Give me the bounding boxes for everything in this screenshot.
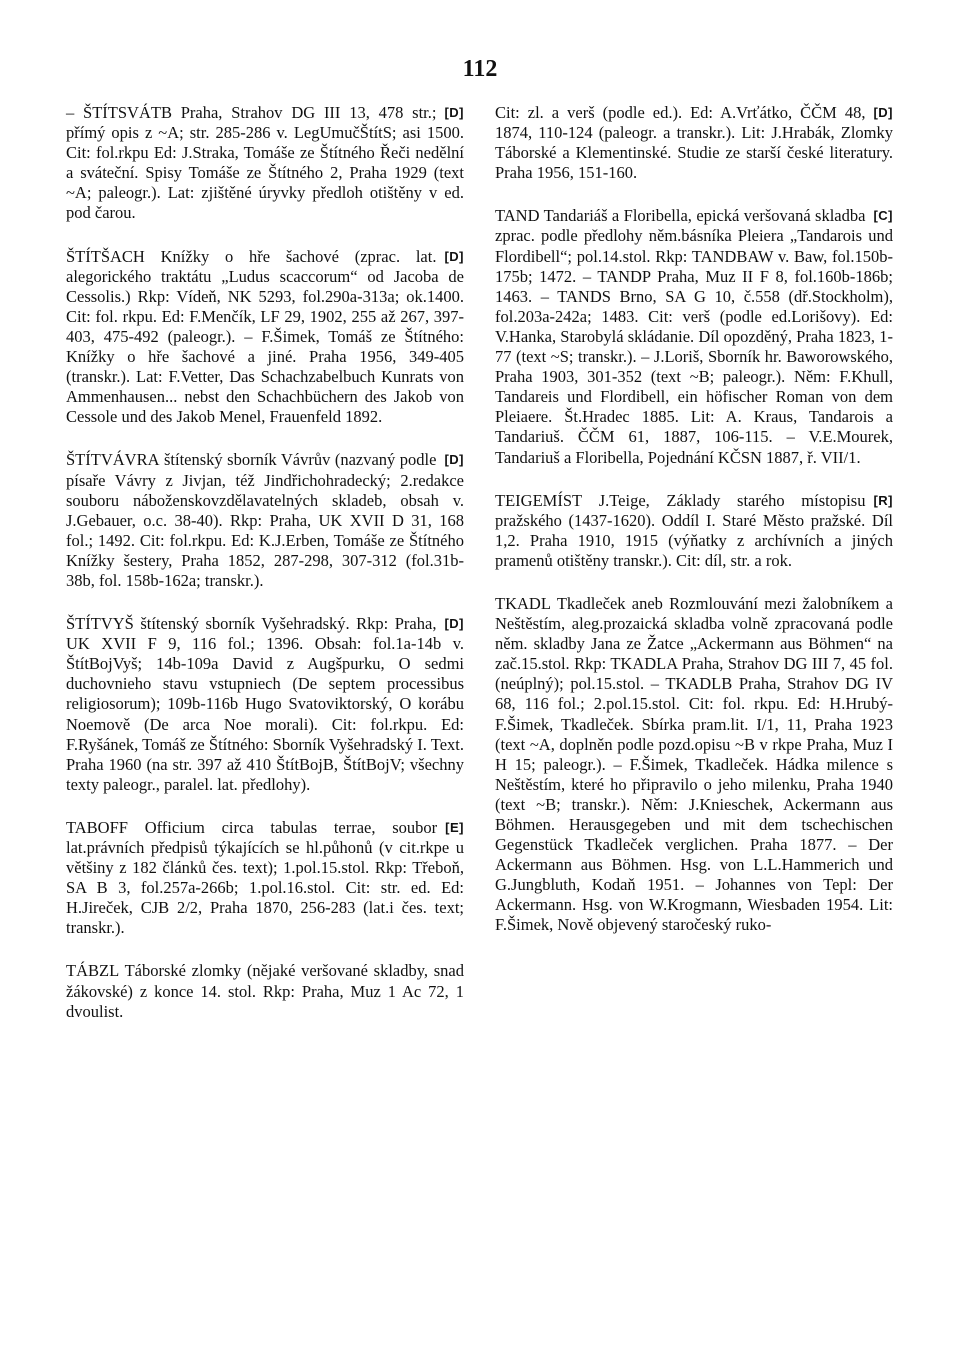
entry-tag: [D] — [444, 452, 464, 468]
entry-text: J.Teige, Základy starého místopisu pražského (1437-1620). Oddíl I. Staré Město pražské. Díl 1,2. Praha 1910, 1915 (výňatky z archívních a jiných pramenů otištěny transkr.). Cit: díl, str. a rok. — [495, 490, 893, 570]
entry-tag: [D] — [444, 616, 464, 632]
entry-code: TAND — [495, 206, 540, 226]
dictionary-entry — [495, 594, 893, 936]
entry-tag: [C] — [873, 208, 893, 224]
right-column — [495, 103, 893, 959]
entry-code: ŠTÍTVÁVRA — [66, 450, 160, 470]
entry-text: Tandariáš a Floribella, epická veršovaná skladba zprac. podle předlohy něm.básníka Pleiera „Tandarois und Flordibell“; pol.14.stol. Rkp: TANDBAW v. Baw, fol.150b-175b; 1472. – TANDP Praha, Muz II F 8, fol.160b-186b; 1463. – TANDS Brno, SA G 10, č.558 (dř.Stockholm), fol.203a-242a; 1483. Cit: verš (podle ed.Lorišovy). Ed: V.Hanka, Starobylá skládanie. Díl opozděný, Praha 1823, 1-77 (text ~S; transkr.). – J.Loriš, Sborník hr. Baworowského, Praha 1903, 301-352 (text ~B; paleogr.). Něm: F.Khull, Tandareis und Flordibell, ein höfischer Roman von dem Pleiaere. Št.Hradec 1885. Lit: A. Kraus, Tandarois a Tandariuš. ČČM 61, 1887, 106-115. – V.E.Mourek, Tandariuš a Floribella, Pojednání KČSN 1887, ř. VII/1. — [495, 206, 893, 467]
entry-code: TEIGEMÍST — [495, 490, 583, 510]
entry-text: Officium circa tabulas terrae, soubor lat.právních předpisů týkajících se hl.půhonů (v cit.rkpe u většiny z 182 článků čes. text); 1.pol.15.stol. Rkp: Třeboň, SA B 3, fol.257a-266b; 1.pol.16.stol. Cit: str. ed. Ed: H.Jireček, CJB 2/2, Praha 1870, 256-283 (lat.i čes. text; transkr.). — [66, 817, 464, 938]
entry-tag: [D] — [873, 105, 893, 120]
entry-tag: [R] — [873, 492, 893, 508]
entry-code: TKADL — [495, 593, 551, 613]
left-column — [66, 103, 464, 1045]
entry-text: štítenský sborník Vyšehradský. Rkp: Praha, UK XVII F 9, 116 fol.; 1396. Obsah: fol.1a-14b v. ŠtítBojVyš; 14b-109a David z Augšpurku, O sedmi duchovnieho stavu vstupniech (De septem processibus religiosorum); 109b-116b Hugo Svatoviktorský, O korábu Noemově (De arca Noe morali). Cit: fol.rkpu. Ed: F.Ryšánek, Tomáš ze Štítného: Sborník Vyšehradský I. Text. Praha 1960 (na str. 397 až 410 ŠtítBojB, ŠtítBojV; všechny texty paleogr., paralel. lat. předlohy). — [66, 614, 464, 794]
entry-text: Cit: zl. a verš (podle ed.). Ed: A.Vrťátko, ČČM 48, 1874, 110-124 (paleogr. a transkr.). Lit: J.Hrabák, Zlomky Táborské a Klementinské. Studie ze starší české literatury. Praha 1956, 151-160. — [495, 103, 893, 183]
entry-text: – ŠTÍTSVÁTB Praha, Strahov DG III 13, 478 str.; přímý opis z ~A; str. 285-286 v. LegUmučŠtítS; asi 1500. Cit: fol.rkpu Ed: J.Straka, Tomáše ze Štítného Řeči nedělní a sváteční. Spisy Tomáše ze Štítného 2, Praha 1929 (text ~A; paleogr.). Lat: zjištěné úryvky předloh otištěny v ed. pod čarou. — [66, 103, 464, 223]
entry-text: Knížky o hře šachové (zprac. lat. alegorického traktátu „Ludus scaccorum“ od Jacoba de Cessolis.) Rkp: Vídeň, NK 5293, fol.290a-313a; ok.1400. Cit: fol. rkpu. Ed: F.Menčík, LF 29, 1902, 255 až 267, 397-403, 475-492 (paleogr.). – F.Šimek, Tomáš ze Štítného: Knížky o hře šachové a jiné. Praha 1956, 349-405 (transkr.). Lat: F.Vetter, Das Schachzabelbuch Kunrats von Ammenhausen... nebst den Schachbüchern des Jakob von Cessole und des Jakob Menel, Frauenfeld 1892. — [66, 246, 464, 427]
dictionary-entry — [66, 818, 464, 939]
dictionary-entry — [66, 247, 464, 428]
entry-text: Tkadleček aneb Rozmlouvání mezi žalobníkem a Neštěstím, aleg.prozaická skladba volně zpracovaná podle něm. skladby Jana ze Žatce „Ackermann aus Böhmen“ na zač.15.stol. Rkp: TKADLA Praha, Strahov DG III 7, 45 fol. (neúplný); pol.15.stol. – TKADLB Praha, Strahov DG IV 68, 116 fol.; 2.pol.15.stol. Cit: fol. rkpu. Ed: H.Hrubý-F.Šimek, Tkadleček. Sbírka pram.lit. I/1, 11, Praha 1923 (text ~A, doplněn podle pozd.opisu ~B v rkpe Praha, Muz I H 15; paleogr.). – F.Šimek, Tkadleček. Hádka milence s Neštěstím, které ho připravilo o jeho milenku, Praha 1940 (text ~B; transkr.). Něm: J.Knieschek, Ackermann aus Böhmen. Herausgegeben und mit dem tschechischen Gegenstück Tkadleček verglichen. Praha 1877. – Der Ackermann aus Böhmen. Hsg. von L.L.Hammerich und G.Jungbluth, Kodaň 1951. – Johannes von Tepl: Der Ackermann. Hsg. von W.Krogmann, Wiesbaden 1954. Lit: F.Šimek, Nově objevený staročeský ruko- — [495, 593, 894, 935]
dictionary-entry — [495, 103, 893, 183]
entry-tag: [E] — [445, 819, 464, 835]
entry-text: Táborské zlomky (nějaké veršované skladby, snad žákovské) z konce 14. stol. Rkp: Praha, Muz 1 Ac 72, 1 dvoulist. — [66, 961, 465, 1021]
dictionary-entry — [66, 103, 464, 224]
entry-code: ŠTÍTVYŠ — [66, 614, 134, 634]
entry-code: TÁBZL — [66, 961, 120, 981]
entry-tag: [D] — [444, 248, 464, 264]
dictionary-entry — [66, 961, 464, 1021]
dictionary-entry — [66, 614, 464, 795]
dictionary-entry — [66, 450, 464, 591]
page-number: 112 — [462, 56, 498, 82]
entry-tag: [D] — [444, 105, 464, 120]
entry-code: TABOFF — [66, 817, 128, 837]
entry-text: štítenský sborník Vávrův (nazvaný podle písaře Vávry z Jivjan, též Jindřichohradecký; 2.redakce souboru náboženskovzdělavatelných skladeb, obsah v. J.Gebauer, o.c. 38-40). Rkp: Praha, UK XVII D 31, 168 fol.; 1492. Cit: fol.rkpu. Ed: K.J.Erben, Tomáše ze Štítného Knížky šestery, Praha 1852, 287-298, 307-312 (fol.31b-38b, fol. 158b-162a; transkr.). — [66, 450, 464, 590]
dictionary-entry — [495, 206, 893, 467]
entry-code: ŠTÍTŠACH — [66, 246, 145, 266]
dictionary-entry — [495, 491, 893, 571]
